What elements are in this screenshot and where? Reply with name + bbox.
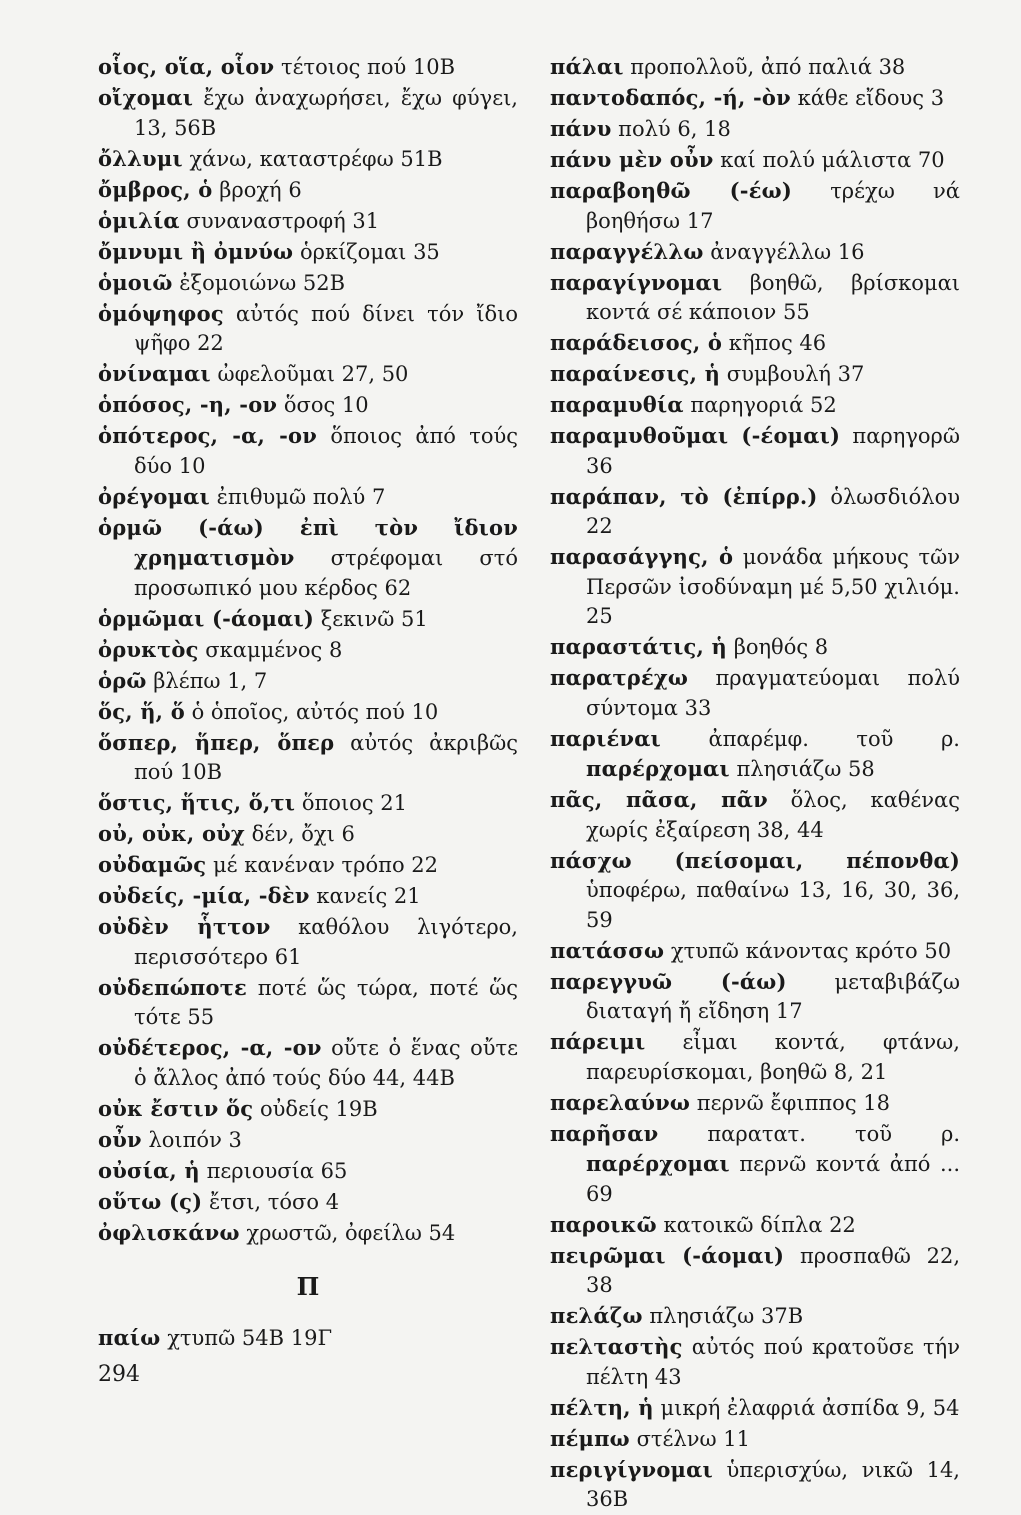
dictionary-entry (550, 967, 960, 1027)
dictionary-entry (550, 1455, 960, 1515)
dictionary-entry (98, 268, 518, 299)
entry-definition: μονάδα μήκους τῶν Περσῶν ἰσοδύναμη μέ 5,50 χιλιόμ. 25 (586, 545, 960, 628)
entry-definition: αὐτός ἀκριβῶς πού 10Β (134, 730, 518, 784)
entry-headword: οὐ, οὐκ, οὐχ (98, 821, 245, 846)
dictionary-entry (550, 936, 960, 967)
dictionary-entry (98, 421, 518, 481)
dictionary-entry (98, 819, 518, 850)
dictionary-entry (98, 1033, 518, 1093)
dictionary-entry (98, 1094, 518, 1125)
entry-headword: πάνυ (550, 116, 612, 141)
entry-headword: ὀρυκτὸς (98, 636, 199, 662)
entry-headword: πάσχω (πείσομαι, πέπονθα) (550, 847, 960, 873)
entry-headword: ὄμβρος, ὁ (98, 176, 213, 202)
entry-definition: περιουσία 65 (206, 1158, 348, 1183)
entry-headword: παραγίγνομαι (550, 269, 723, 295)
dictionary-entry (550, 421, 960, 481)
dictionary-entry (98, 513, 518, 604)
entry-headword: παραμυθοῦμαι (-έομαι) (550, 423, 841, 448)
dictionary-entry (550, 83, 960, 114)
entry-headword: οἴχομαι (98, 85, 194, 110)
entry-headword: παραβοηθῶ (-έω) (550, 178, 793, 203)
dictionary-entry (550, 176, 960, 236)
entry-definition: περνῶ ἔφιππος 18 (696, 1090, 890, 1115)
dictionary-entry (98, 1218, 518, 1249)
entry-definition: ὅλος, καθένας χωρίς ἐξαίρεση 38, 44 (586, 788, 960, 842)
dictionary-entry (98, 604, 518, 635)
dictionary-entry (550, 542, 960, 632)
dictionary-entry (98, 697, 518, 728)
dictionary-entry (550, 1241, 960, 1301)
dictionary-entry (98, 390, 518, 421)
right-column (550, 52, 960, 1515)
dictionary-entry (550, 482, 960, 542)
entry-definition: σκαμμένος 8 (205, 637, 343, 662)
dictionary-entry (550, 328, 960, 359)
entry-headword: παράδεισος, ὁ (550, 330, 723, 355)
dictionary-entry (550, 724, 960, 785)
entry-headword: παροικῶ (550, 1211, 657, 1237)
entry-headword: πάνυ μὲν οὖν (550, 147, 714, 172)
left-entry-list (98, 52, 518, 1248)
entry-headword: ὀνίναμαι (98, 361, 211, 386)
entry-definition: τρέχω νά βοηθήσω 17 (586, 179, 960, 233)
dictionary-entry (550, 632, 960, 663)
entry-headword: οὐσία, ἡ (98, 1157, 200, 1183)
page-number: 294 (98, 1362, 140, 1387)
entry-headword: παντοδαπός, -ή, -ὸν (550, 85, 791, 110)
dictionary-entry (98, 83, 518, 143)
entry-headword: οὐδείς, -μία, -δὲν (98, 883, 310, 908)
entry-definition: παρατατ. τοῦ ρ. (707, 1121, 960, 1146)
section-letter: Π (296, 1272, 320, 1301)
dictionary-entry (550, 1119, 960, 1210)
entry-definition: λοιπόν 3 (148, 1127, 242, 1152)
dictionary-entry (98, 912, 518, 972)
entry-definition: ἔτσι, τόσο 4 (208, 1189, 340, 1214)
entry-headword: παρατρέχω (550, 665, 689, 690)
entry-headword: ὁμόψηφος (98, 300, 224, 326)
dictionary-entry (550, 846, 960, 936)
entry-definition: ὅσος 10 (283, 393, 369, 417)
entry-definition: συμβουλή 37 (726, 362, 865, 386)
left-entry-list-after (98, 1323, 518, 1354)
entry-definition: καθόλου λιγότερο, περισσότερο 61 (134, 915, 518, 969)
entry-headword: ὀρέγομαι (98, 483, 210, 509)
dictionary-entry (98, 299, 518, 359)
entry-definition: οὔτε ὁ ἕνας οὔτε ὁ ἄλλος ἀπό τούς δύο 44, 44Β (134, 1036, 518, 1090)
entry-definition: χρωστῶ, ὀφείλω 54 (246, 1220, 456, 1245)
dictionary-entry (550, 1210, 960, 1241)
entry-definition: χτυπῶ κάνοντας κρότο 50 (670, 938, 952, 963)
entry-headword: ὅσπερ, ἥπερ, ὅπερ (98, 729, 335, 755)
dictionary-entry (98, 666, 518, 697)
dictionary-entry (98, 175, 518, 206)
dictionary-entry (98, 728, 518, 788)
entry-definition: ξεκινῶ 51 (320, 606, 428, 631)
entry-definition: ποτέ ὥς τώρα, ποτέ ὥς τότε 55 (134, 975, 518, 1029)
dictionary-entry (550, 359, 960, 390)
entry-headword: οὐκ ἔστιν ὅς (98, 1095, 254, 1121)
entry-definition: βοηθῶ, βρίσκομαι κοντά σέ κάποιον 55 (586, 270, 960, 324)
entry-definition: ἔχω ἀναχωρήσει, ἔχω φύγει, 13, 56Β (134, 86, 518, 140)
entry-headword: πάλαι (550, 54, 624, 79)
entry-headword: πάρειμι (550, 1029, 646, 1054)
entry-headword: οὐδεπώποτε (98, 974, 247, 1000)
entry-definition: προπολλοῦ, ἀπό παλιά 38 (630, 55, 906, 79)
dictionary-entry (98, 359, 518, 390)
entry-headword: παίω (98, 1325, 161, 1350)
entry-definition: παρηγορῶ 36 (586, 424, 960, 478)
entry-headword: ὀφλισκάνω (98, 1219, 240, 1245)
entry-headword: πατάσσω (550, 937, 665, 963)
entry-headword: οὐδαμῶς (98, 852, 207, 877)
dictionary-entry (98, 881, 518, 912)
entry-definition: χτυπῶ 54Β 19Γ (167, 1326, 333, 1350)
entry-definition: βλέπω 1, 7 (153, 668, 268, 693)
entry-headword: ὁρμῶμαι (-άομαι) (98, 605, 314, 631)
entry-headword: πελταστὴς (550, 1334, 683, 1359)
entry-definition: ὅποιος ἀπό τούς δύο 10 (134, 424, 519, 478)
entry-headword: ὁρμῶ (-άω) ἐπὶ τὸν ἴδιον χρηματισμὸν (98, 514, 518, 570)
entry-headword: ὁπότερος, -α, -ον (98, 423, 318, 448)
entry-headword: παρασάγγης, ὁ (550, 544, 734, 569)
entry-definition: παρηγοριά 52 (690, 393, 837, 417)
dictionary-entry (98, 206, 518, 237)
entry-definition: πλησιάζω 37Β (649, 1304, 804, 1328)
entry-definition: προσπαθῶ 22, 38 (586, 1243, 960, 1297)
dictionary-entry (98, 1187, 518, 1218)
entry-headword: ὁμιλία (98, 207, 180, 233)
entry-headword: παρῆσαν (550, 1120, 659, 1146)
dictionary-entry (98, 850, 518, 881)
entry-definition: χάνω, καταστρέφω 51Β (189, 146, 443, 171)
entry-definition: βροχή 6 (219, 177, 302, 202)
entry-reference-headword: παρέρχομαι (586, 756, 730, 781)
entry-headword: παρεγγυῶ (-άω) (550, 968, 787, 994)
dictionary-entry (550, 785, 960, 845)
entry-headword: παραγγέλλω (550, 238, 704, 264)
entry-definition: μέ κανέναν τρόπο 22 (213, 853, 438, 877)
entry-headword: ὄλλυμι (98, 145, 183, 171)
entry-headword: παραίνεσις, ἡ (550, 361, 721, 386)
entry-definition: ὑποφέρω, παθαίνω 13, 16, 30, 36, 59 (586, 878, 960, 932)
dictionary-entry (98, 144, 518, 175)
entry-definition: μικρή ἐλαφριά ἀσπίδα 9, 54 (660, 1395, 960, 1420)
entry-headword: πᾶς, πᾶσα, πᾶν (550, 787, 768, 812)
dictionary-entry (550, 390, 960, 421)
entry-headword: οὖν (98, 1126, 142, 1152)
dictionary-entry (98, 635, 518, 666)
dictionary-entry (550, 268, 960, 328)
dictionary-entry (98, 1125, 518, 1156)
entry-definition: καί πολύ μάλιστα 70 (720, 148, 945, 172)
dictionary-entry (550, 1393, 960, 1424)
entry-headword: οὕτω (ς) (98, 1188, 203, 1214)
dictionary-entry (98, 482, 518, 513)
dictionary-entry (550, 663, 960, 723)
left-column (98, 52, 518, 1354)
entry-definition: ἐξομοιώνω 52Β (179, 270, 346, 295)
entry-headword: ὄμνυμι ἢ ὀμνύω (98, 238, 294, 264)
entry-headword: ὅς, ἥ, ὅ (98, 698, 185, 724)
entry-definition: ὁλωσδιόλου 22 (586, 484, 960, 538)
entry-definition: δέν, ὄχι 6 (251, 822, 355, 846)
entry-definition: ὑπερισχύω, νικῶ 14, 36Β (586, 1457, 960, 1511)
entry-headword: οὐδὲν ἧττον (98, 914, 271, 939)
dictionary-entry (550, 145, 960, 176)
dictionary-entry (98, 788, 518, 819)
dictionary-entry (550, 1027, 960, 1087)
entry-definition: τέτοιος πού 10Β (280, 55, 456, 79)
entry-headword: περιγίγνομαι (550, 1456, 713, 1482)
entry-definition: ὁρκίζομαι 35 (299, 239, 440, 264)
dictionary-entry (550, 52, 960, 83)
entry-definition: ἀναγγέλλω 16 (710, 239, 865, 264)
entry-headword: πέλτη, ἡ (550, 1394, 654, 1420)
dictionary-entry (550, 114, 960, 145)
entry-headword: ὁρῶ (98, 667, 147, 693)
dictionary-entry (98, 237, 518, 268)
entry-definition: πολύ 6, 18 (618, 117, 731, 141)
entry-definition: στέλνω 11 (636, 1426, 750, 1451)
entry-definition: ὅποιος 21 (301, 791, 407, 815)
dictionary-entry (550, 1088, 960, 1119)
dictionary-entry (550, 1332, 960, 1392)
entry-headword: οἷος, οἵα, οἷον (98, 54, 275, 79)
entry-headword: παρελαύνω (550, 1089, 691, 1115)
entry-definition: οὐδείς 19Β (259, 1096, 378, 1121)
entry-headword: παράπαν, τὸ (ἐπίρρ.) (550, 483, 818, 509)
entry-headword: ὁμοιῶ (98, 269, 173, 295)
dictionary-entry (550, 237, 960, 268)
entry-definition: κῆπος 46 (728, 331, 827, 355)
dictionary-entry (550, 1301, 960, 1332)
dictionary-entry (98, 1323, 518, 1354)
entry-headword: πειρῶμαι (-άομαι) (550, 1242, 785, 1268)
entry-reference-headword: παρέρχομαι (586, 1151, 730, 1176)
dictionary-entry (550, 1424, 960, 1455)
entry-definition: ἀπαρέμφ. τοῦ ρ. (708, 726, 960, 751)
entry-definition: στρέφομαι στό προσωπικό μου κέρδος 62 (134, 546, 518, 600)
entry-definition-continued: πλησιάζω 58 (736, 757, 875, 781)
entry-definition-continued: περνῶ κοντά ἀπό ... 69 (586, 1152, 960, 1206)
entry-headword: παραμυθία (550, 392, 684, 417)
entry-definition: αὐτός πού δίνει τόν ἴδιο ψῆφο 22 (134, 301, 518, 355)
entry-definition: κατοικῶ δίπλα 22 (663, 1212, 856, 1237)
entry-definition: πραγματεύομαι πολύ σύντομα 33 (586, 666, 960, 720)
dictionary-entry (98, 973, 518, 1033)
dictionary-entry (98, 1156, 518, 1187)
entry-headword: πέμπω (550, 1425, 630, 1451)
entry-definition: συναναστροφή 31 (186, 208, 380, 233)
entry-headword: ὅστις, ἥτις, ὅ,τι (98, 790, 296, 815)
entry-definition: ἐπιθυμῶ πολύ 7 (216, 484, 386, 509)
entry-definition: ὁ ὁποῖος, αὐτός πού 10 (191, 699, 439, 724)
entry-definition: μεταβιβάζω διαταγή ἤ εἴδηση 17 (586, 969, 960, 1023)
dictionary-entry (98, 52, 518, 83)
entry-headword: ὁπόσος, -η, -ον (98, 392, 278, 417)
entry-definition: βοηθός 8 (733, 635, 829, 659)
right-entry-list (550, 52, 960, 1515)
entry-definition: κάθε εἴδους 3 (797, 86, 945, 110)
entry-definition: αὐτός πού κρατοῦσε τήν πέλτη 43 (586, 1335, 960, 1389)
entry-definition: εἶμαι κοντά, φτάνω, παρευρίσκομαι, βοηθῶ 8, 21 (586, 1030, 960, 1084)
entry-definition: ὠφελοῦμαι 27, 50 (217, 362, 409, 386)
entry-headword: οὐδέτερος, -α, -ον (98, 1035, 322, 1060)
entry-definition: κανείς 21 (316, 884, 421, 908)
entry-headword: παριέναι (550, 725, 661, 751)
entry-headword: παραστάτις, ἡ (550, 634, 727, 659)
entry-headword: πελάζω (550, 1303, 643, 1328)
